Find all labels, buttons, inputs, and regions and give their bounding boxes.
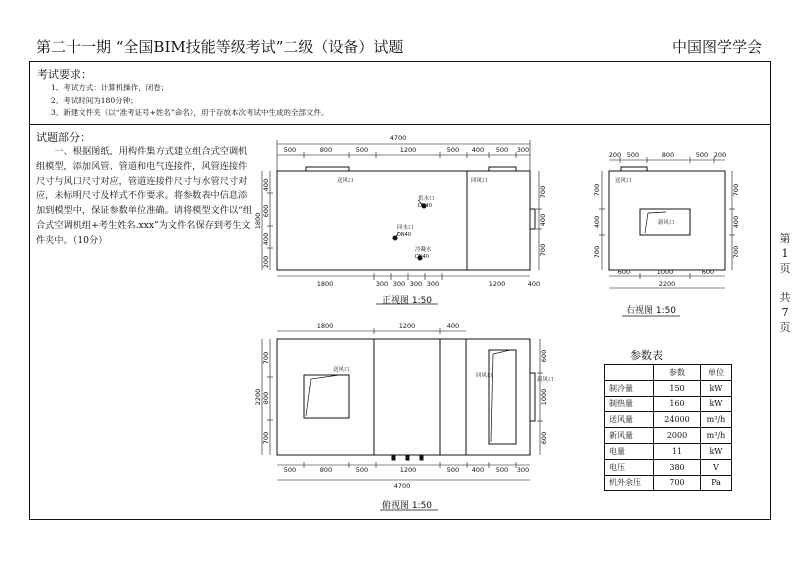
dim-label: 800 xyxy=(262,391,270,405)
param-unit: V xyxy=(701,459,732,475)
dim-label: 400 xyxy=(446,322,460,330)
page-char: 第 xyxy=(779,232,791,245)
dim-label: 600 xyxy=(540,349,548,363)
front-unit-outline xyxy=(277,171,530,270)
top-fresh-air-connector xyxy=(530,373,535,421)
param-name: 电量 xyxy=(605,443,654,459)
total-char: 共 xyxy=(779,291,791,304)
param-name: 制热量 xyxy=(605,396,654,412)
dim-label: 500 xyxy=(495,146,509,154)
page-number: 1 xyxy=(781,247,789,260)
question-text: 一、根据图纸，用构件集方式建立组合式空调机组模型，添加风管、管道和电气连接件，风管连接件尺寸与风口尺寸对应，管道连接件尺寸与水管尺寸对应，未标明尺寸及样式不作要求。将参数表中信息添加到模型中，保证参数单位准确。请将模型文件以“组合式空调机组+考生姓名.xxx”为文件名保存到考生文件夹中。（10分） xyxy=(36,146,253,246)
dim-label: 400 xyxy=(262,178,270,192)
dim-label: 200 xyxy=(713,151,727,159)
top-fresh-label: 新风口 xyxy=(537,377,554,383)
dim-label: 1000 xyxy=(540,388,548,406)
dim-label: 1000 xyxy=(656,268,674,276)
dim-label: 200 xyxy=(262,255,270,269)
table-row xyxy=(605,428,732,444)
requirement-item: 3、新建文件夹（以“准考证号+姓名”命名），用于存放本次考试中生成的全部文件。 xyxy=(51,108,329,117)
organization-name: 中国图学学会 xyxy=(671,38,762,56)
pipe-label: 冷凝水 xyxy=(415,247,432,253)
dim-label: 1200 xyxy=(399,146,417,154)
param-header-cell xyxy=(605,365,654,381)
dim-label: 500 xyxy=(626,151,640,159)
dim-label: 400 xyxy=(471,146,485,154)
front-total-width: 4700 xyxy=(389,134,407,142)
table-row xyxy=(605,380,732,396)
right-view-caption: 右视图 1:50 xyxy=(625,306,677,316)
table-row xyxy=(605,459,732,475)
param-value: 700 xyxy=(654,475,701,491)
param-name: 电压 xyxy=(605,459,654,475)
requirements-title: 考试要求： xyxy=(37,68,92,81)
param-table-header xyxy=(605,365,732,381)
param-name: 机外余压 xyxy=(605,475,654,491)
param-value: 2000 xyxy=(654,428,701,444)
dim-label: 400 xyxy=(527,280,541,288)
dim-label: 300 xyxy=(392,280,406,288)
table-row xyxy=(605,412,732,428)
param-value: 150 xyxy=(654,380,701,396)
dim-label: 600 xyxy=(540,431,548,445)
dim-label: 1200 xyxy=(488,280,506,288)
front-view-caption: 正视图 1:50 xyxy=(381,296,433,306)
dim-label: 400 xyxy=(732,215,740,229)
side-supply-outlet xyxy=(621,167,647,171)
table-row xyxy=(605,396,732,412)
pipe-label: 供水口 xyxy=(418,196,435,202)
param-unit: m³/h xyxy=(701,412,732,428)
front-return-outlet xyxy=(489,167,516,171)
front-supply-outlet xyxy=(306,167,349,171)
dim-label: 800 xyxy=(319,466,333,474)
dim-label: 800 xyxy=(661,151,675,159)
dim-label: 500 xyxy=(695,151,709,159)
dim-label: 400 xyxy=(471,466,485,474)
dim-label: 800 xyxy=(319,146,333,154)
total-pages: 7 xyxy=(781,306,789,319)
pipe-size-label: DN40 xyxy=(418,203,432,209)
top-total-width: 4700 xyxy=(393,482,411,490)
dim-label: 600 xyxy=(617,268,631,276)
dim-label: 300 xyxy=(375,280,389,288)
dim-label: 300 xyxy=(426,280,440,288)
dim-label: 500 xyxy=(283,466,297,474)
dim-label: 500 xyxy=(355,146,369,154)
dim-label: 500 xyxy=(446,466,460,474)
dim-label: 1800 xyxy=(316,322,334,330)
dim-label: 700 xyxy=(539,185,547,199)
front-return-label: 回风口 xyxy=(471,178,488,184)
side-fresh-label: 新风口 xyxy=(658,220,675,226)
requirement-item: 1、考试方式：计算机操作，闭卷； xyxy=(51,83,169,92)
param-table-title: 参数表 xyxy=(630,349,663,362)
param-unit: m³/h xyxy=(701,428,732,444)
param-header-cell: 参数 xyxy=(654,365,701,381)
requirement-item: 2、考试时间为180分钟； xyxy=(51,95,138,105)
dim-label: 500 xyxy=(495,466,509,474)
top-view-caption: 俯视图 1:50 xyxy=(381,501,433,511)
question-section-title: 试题部分： xyxy=(36,131,91,144)
dim-label: 700 xyxy=(539,243,547,257)
table-row xyxy=(605,443,732,459)
front-supply-label: 送风口 xyxy=(337,178,354,184)
param-unit: kW xyxy=(701,380,732,396)
pipe-size-label: DN40 xyxy=(415,254,429,260)
param-name: 新风量 xyxy=(605,428,654,444)
dim-label: 700 xyxy=(732,183,740,197)
dim-label: 300 xyxy=(409,280,423,288)
dim-label: 500 xyxy=(355,466,369,474)
side-supply-label: 送风口 xyxy=(615,178,632,184)
dim-label: 700 xyxy=(593,183,601,197)
front-side-connector xyxy=(530,209,535,229)
param-table xyxy=(604,364,732,491)
dim-label: 200 xyxy=(608,151,622,159)
dim-label: 400 xyxy=(593,215,601,229)
param-unit: Pa xyxy=(701,475,732,491)
dim-label: 400 xyxy=(262,232,270,246)
param-value: 11 xyxy=(654,443,701,459)
dim-label: 600 xyxy=(701,268,715,276)
dim-label: 700 xyxy=(262,351,270,365)
dim-label: 1800 xyxy=(316,280,334,288)
param-name: 送风量 xyxy=(605,412,654,428)
top-return-label: 回风口 xyxy=(476,373,493,379)
dim-label: 500 xyxy=(446,146,460,154)
param-name: 制冷量 xyxy=(605,380,654,396)
dim-label: 600 xyxy=(262,204,270,218)
exam-title: 第二十一期 “全国BIM技能等级考试”二级（设备）试题 xyxy=(36,38,404,56)
dim-label: 700 xyxy=(732,245,740,259)
pipe-label: 回水口 xyxy=(397,225,414,231)
page-char: 页 xyxy=(779,262,791,275)
side-total-width: 2200 xyxy=(658,280,676,288)
param-unit: kW xyxy=(701,396,732,412)
param-value: 380 xyxy=(654,459,701,475)
dim-label: 500 xyxy=(283,146,297,154)
param-header-cell: 单位 xyxy=(701,365,732,381)
dim-label: 700 xyxy=(593,245,601,259)
dim-label: 300 xyxy=(516,466,530,474)
dim-label: 1200 xyxy=(399,466,417,474)
top-total-height: 2200 xyxy=(254,388,262,406)
pipe-size-label: DN40 xyxy=(397,232,411,238)
param-unit: kW xyxy=(701,443,732,459)
total-char: 页 xyxy=(779,321,791,334)
param-value: 24000 xyxy=(654,412,701,428)
table-row xyxy=(605,475,732,491)
front-total-height: 1800 xyxy=(254,212,262,230)
dim-label: 1200 xyxy=(398,322,416,330)
param-value: 160 xyxy=(654,396,701,412)
dim-label: 700 xyxy=(262,431,270,445)
dim-label: 300 xyxy=(516,146,530,154)
dim-label: 400 xyxy=(539,213,547,227)
top-supply-label: 送风口 xyxy=(333,367,350,373)
